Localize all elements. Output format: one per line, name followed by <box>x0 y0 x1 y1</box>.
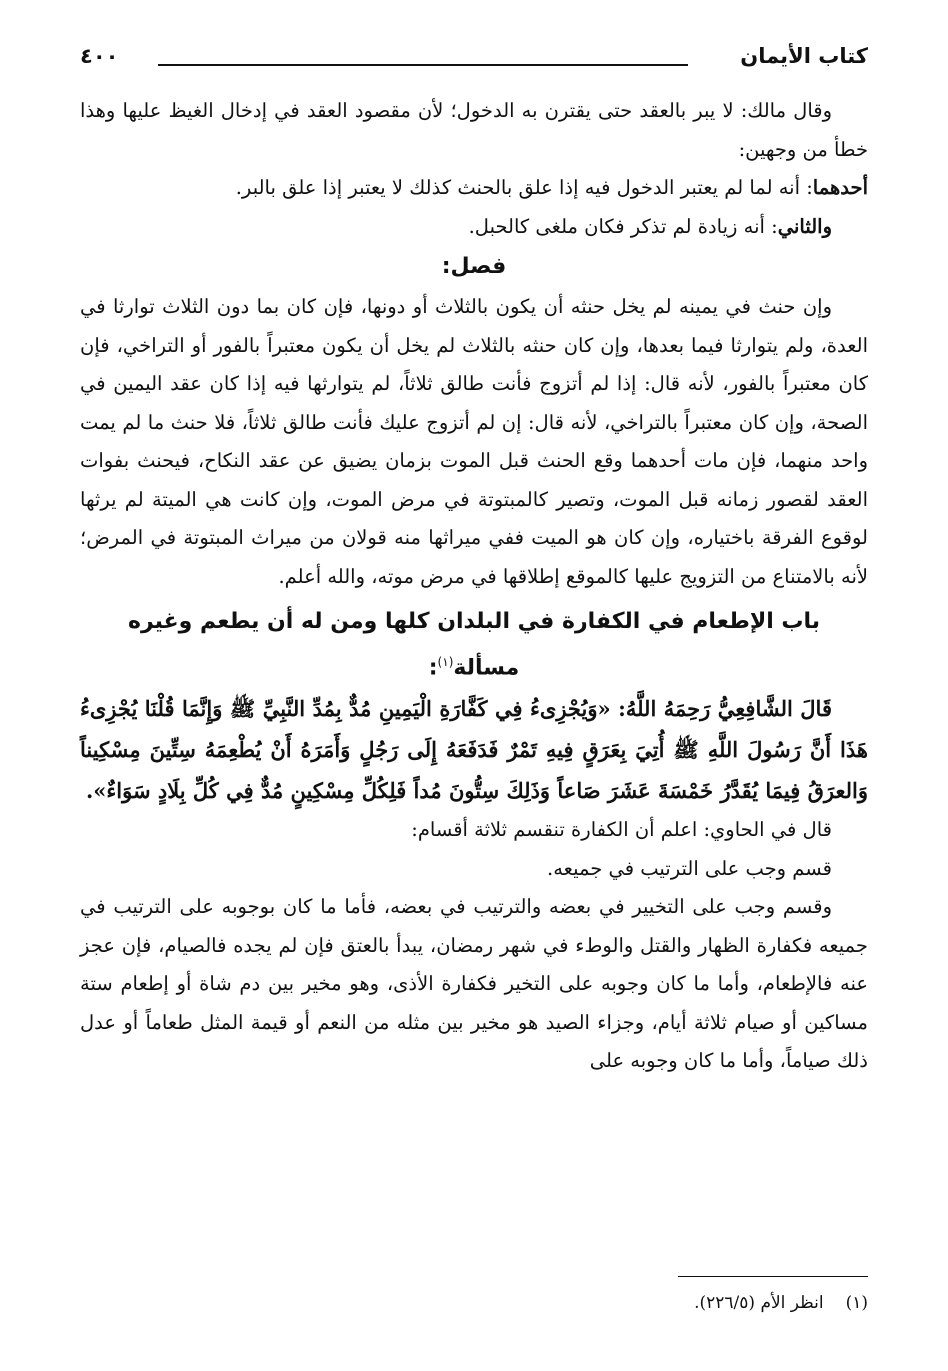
paragraph-text: : أنه لما لم يعتبر الدخول فيه إذا علق بالحنث كذلك لا يعتبر إذا علق بالبر. <box>235 176 813 199</box>
paragraph-label: أحدهما <box>812 176 868 199</box>
page-number: ٤٠٠ <box>80 44 119 68</box>
paragraph: وقسم وجب على التخيير في بعضه والترتيب في بعضه، فأما ما كان بوجوبه على الترتيب في جميعه فكفارة الظهار والقتل والوطء في شهر رمضان، يبدأ بالعتق فإن لم يجده فالصيام، فإن عجز عنه فالإطعام، وأما ما كان وجوبه على التخير فكفارة الأذى، وهو مخير بين دم شاة أو إطعام ستة مساكين أو صيام ثلاثة أيام، وجزاء الصيد هو مخير بين مثله من النعم أو قيمة المثل طعاماً أو عدل ذلك صياماً، وأما ما كان وجوبه على <box>80 895 868 1073</box>
masala-label: مسألة <box>453 655 520 681</box>
footnote-rule <box>678 1276 868 1277</box>
paragraph: وقال مالك: لا يبر بالعقد حتى يقترن به الدخول؛ لأن مقصود العقد في إدخال الغيظ عليها وهذا خطأ من وجهين: <box>80 99 868 161</box>
paragraph-text: : أنه زيادة لم تذكر فكان ملغى كالحبل. <box>468 214 778 238</box>
masala-colon: : <box>428 655 438 681</box>
footnote <box>80 1288 868 1318</box>
paragraph: قسم وجب على الترتيب في جميعه. <box>547 856 832 880</box>
shafii-quote: قَالَ الشَّافِعِيُّ رَحِمَهُ اللَّهُ: «وَيُجْزِىءُ فِي كَفَّارَةِ الْيَمِينِ مُدٌّ بِمُدِّ النَّبِيِّ ﷺ وَإِنَّمَا قُلْنَا يُجْزِىءُ هَذَا أَنَّ رَسُولَ اللَّهِ ﷺ أُتِيَ بِعَرَقٍ فِيهِ تَمْرٌ فَدَفَعَهُ إِلَى رَجُلٍ وَأَمَرَهُ أَنْ يُطْعِمَهُ سِتِّينَ مِسْكِيناً وَالعرَقُ فِيمَا يُقَدَّرُ خَمْسَةَ عَشَرَ صَاعاً وَذَلِكَ سِتُّونَ مُداً فَلِكُلِّ مِسْكِينٍ مُدٌّ فِي كُلِّ بِلَادٍ سَوَاءٌ». <box>80 696 868 804</box>
page-body <box>80 92 868 1081</box>
paragraph-label: والثاني <box>777 214 832 238</box>
footnote-text: انظر الأم (٢٢٦/٥). <box>694 1293 824 1313</box>
paragraph: وإن حنث في يمينه لم يخل حنثه أن يكون بالثلاث أو دونها، فإن كان بما دون الثلاث توارثا في العدة، ولم يتوارثا فيما بعدها، وإن كان حنثه بالثلاث لم يخل أن يكون معتبراً بالفور أو التراخي، فإن كان معتبراً بالفور، لأنه قال: إذا لم أتزوج فأنت طالق ثلاثاً، لم يتوارثها فيه إذا كان عقد اليمين في الصحة، وإن كان معتبراً بالتراخي، لأنه قال: إن لم أتزوج عليك فأنت طالق ثلاثاً، فلا حنث ما لم يمت واحد منهما، فإن مات أحدهما وقع الحنث قبل الموت بزمان يضيق عن عقد النكاح، فيحنث بفوات العقد لقصور زمانه قبل الموت، وتصير كالمبتوتة في مرض الموت، وإن كانت هي الميتة لم يرثها لوقوع الفرقة باختياره، وإن كان هو الميت ففي ميراثها منه قولان من ميراث المبتوتة في المرض؛ لأنه بالامتناع من التزويج عليها كالموقع إطلاقها في مرض موته، والله أعلم. <box>80 295 868 588</box>
chapter-heading: باب الإطعام في الكفارة في البلدان كلها ومن له أن يطعم وغيره <box>127 609 821 634</box>
page-header <box>80 44 868 78</box>
paragraph <box>80 169 868 208</box>
book-title: كتاب الأيمان <box>740 44 868 68</box>
masala-heading <box>80 642 868 688</box>
paragraph <box>80 208 868 247</box>
section-heading: فصل: <box>441 254 507 279</box>
footnote-number: (١) <box>845 1293 868 1313</box>
footnote-ref[interactable]: (١) <box>437 655 454 669</box>
header-rule <box>158 64 688 66</box>
paragraph: قال في الحاوي: اعلم أن الكفارة تنقسم ثلاثة أقسام: <box>411 818 832 842</box>
